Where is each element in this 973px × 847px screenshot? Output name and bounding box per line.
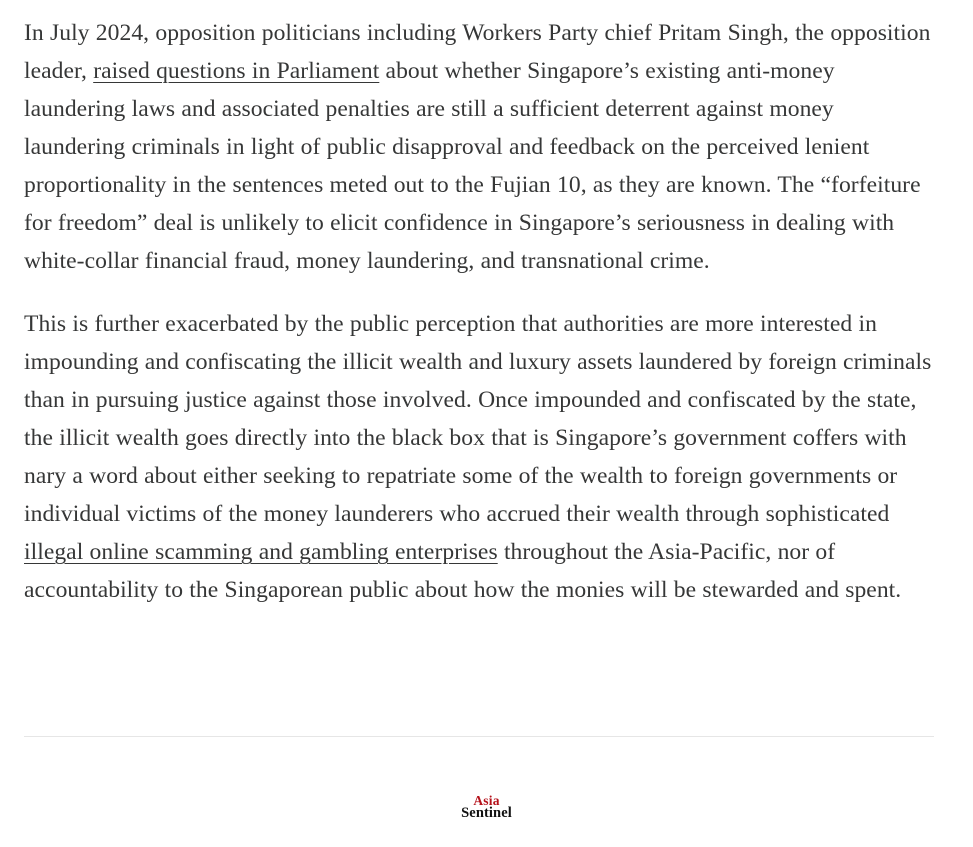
asia-sentinel-logo[interactable] <box>0 794 973 820</box>
article-paragraph <box>24 14 939 280</box>
article-body <box>24 14 939 609</box>
article-paragraph <box>24 305 939 609</box>
logo-bottom-word: Sentinel <box>461 805 512 821</box>
footer-divider <box>24 736 934 737</box>
paragraph-text: This is further exacerbated by the public perception that authorities are more interested in impounding and confiscating the illicit wealth and luxury assets laundered by foreign criminals than in pursuing justice against those involved. Once impounded and confiscated by the state, the illicit wealth goes directly into the black box that is Singapore’s government coffers with nary a word about either seeking to repatriate some of the wealth to foreign governments or individual victims of the money launderers who accrued their wealth through sophisticated <box>24 311 932 527</box>
logo-top-word: Asia <box>473 793 500 808</box>
paragraph-text: In July 2024, opposition politicians including Workers Party chief Pritam Singh, the opposition leader, <box>24 20 931 84</box>
parliament-questions-link[interactable]: raised questions in Parliament <box>93 58 380 84</box>
scamming-gambling-link[interactable]: illegal online scamming and gambling enterprises <box>24 539 498 565</box>
paragraph-text: throughout the Asia-Pacific, nor of accountability to the Singaporean public about how the monies will be stewarded and spent. <box>24 539 902 603</box>
paragraph-text: about whether Singapore’s existing anti-money laundering laws and associated penalties are still a sufficient deterrent against money laundering criminals in light of public disapproval and feedback on the perceived lenient proportionality in the sentences meted out to the Fujian 10, as they are known. The “forfeiture for freedom” deal is unlikely to elicit confidence in Singapore’s seriousness in dealing with white-collar financial fraud, money laundering, and transnational crime. <box>24 58 921 274</box>
